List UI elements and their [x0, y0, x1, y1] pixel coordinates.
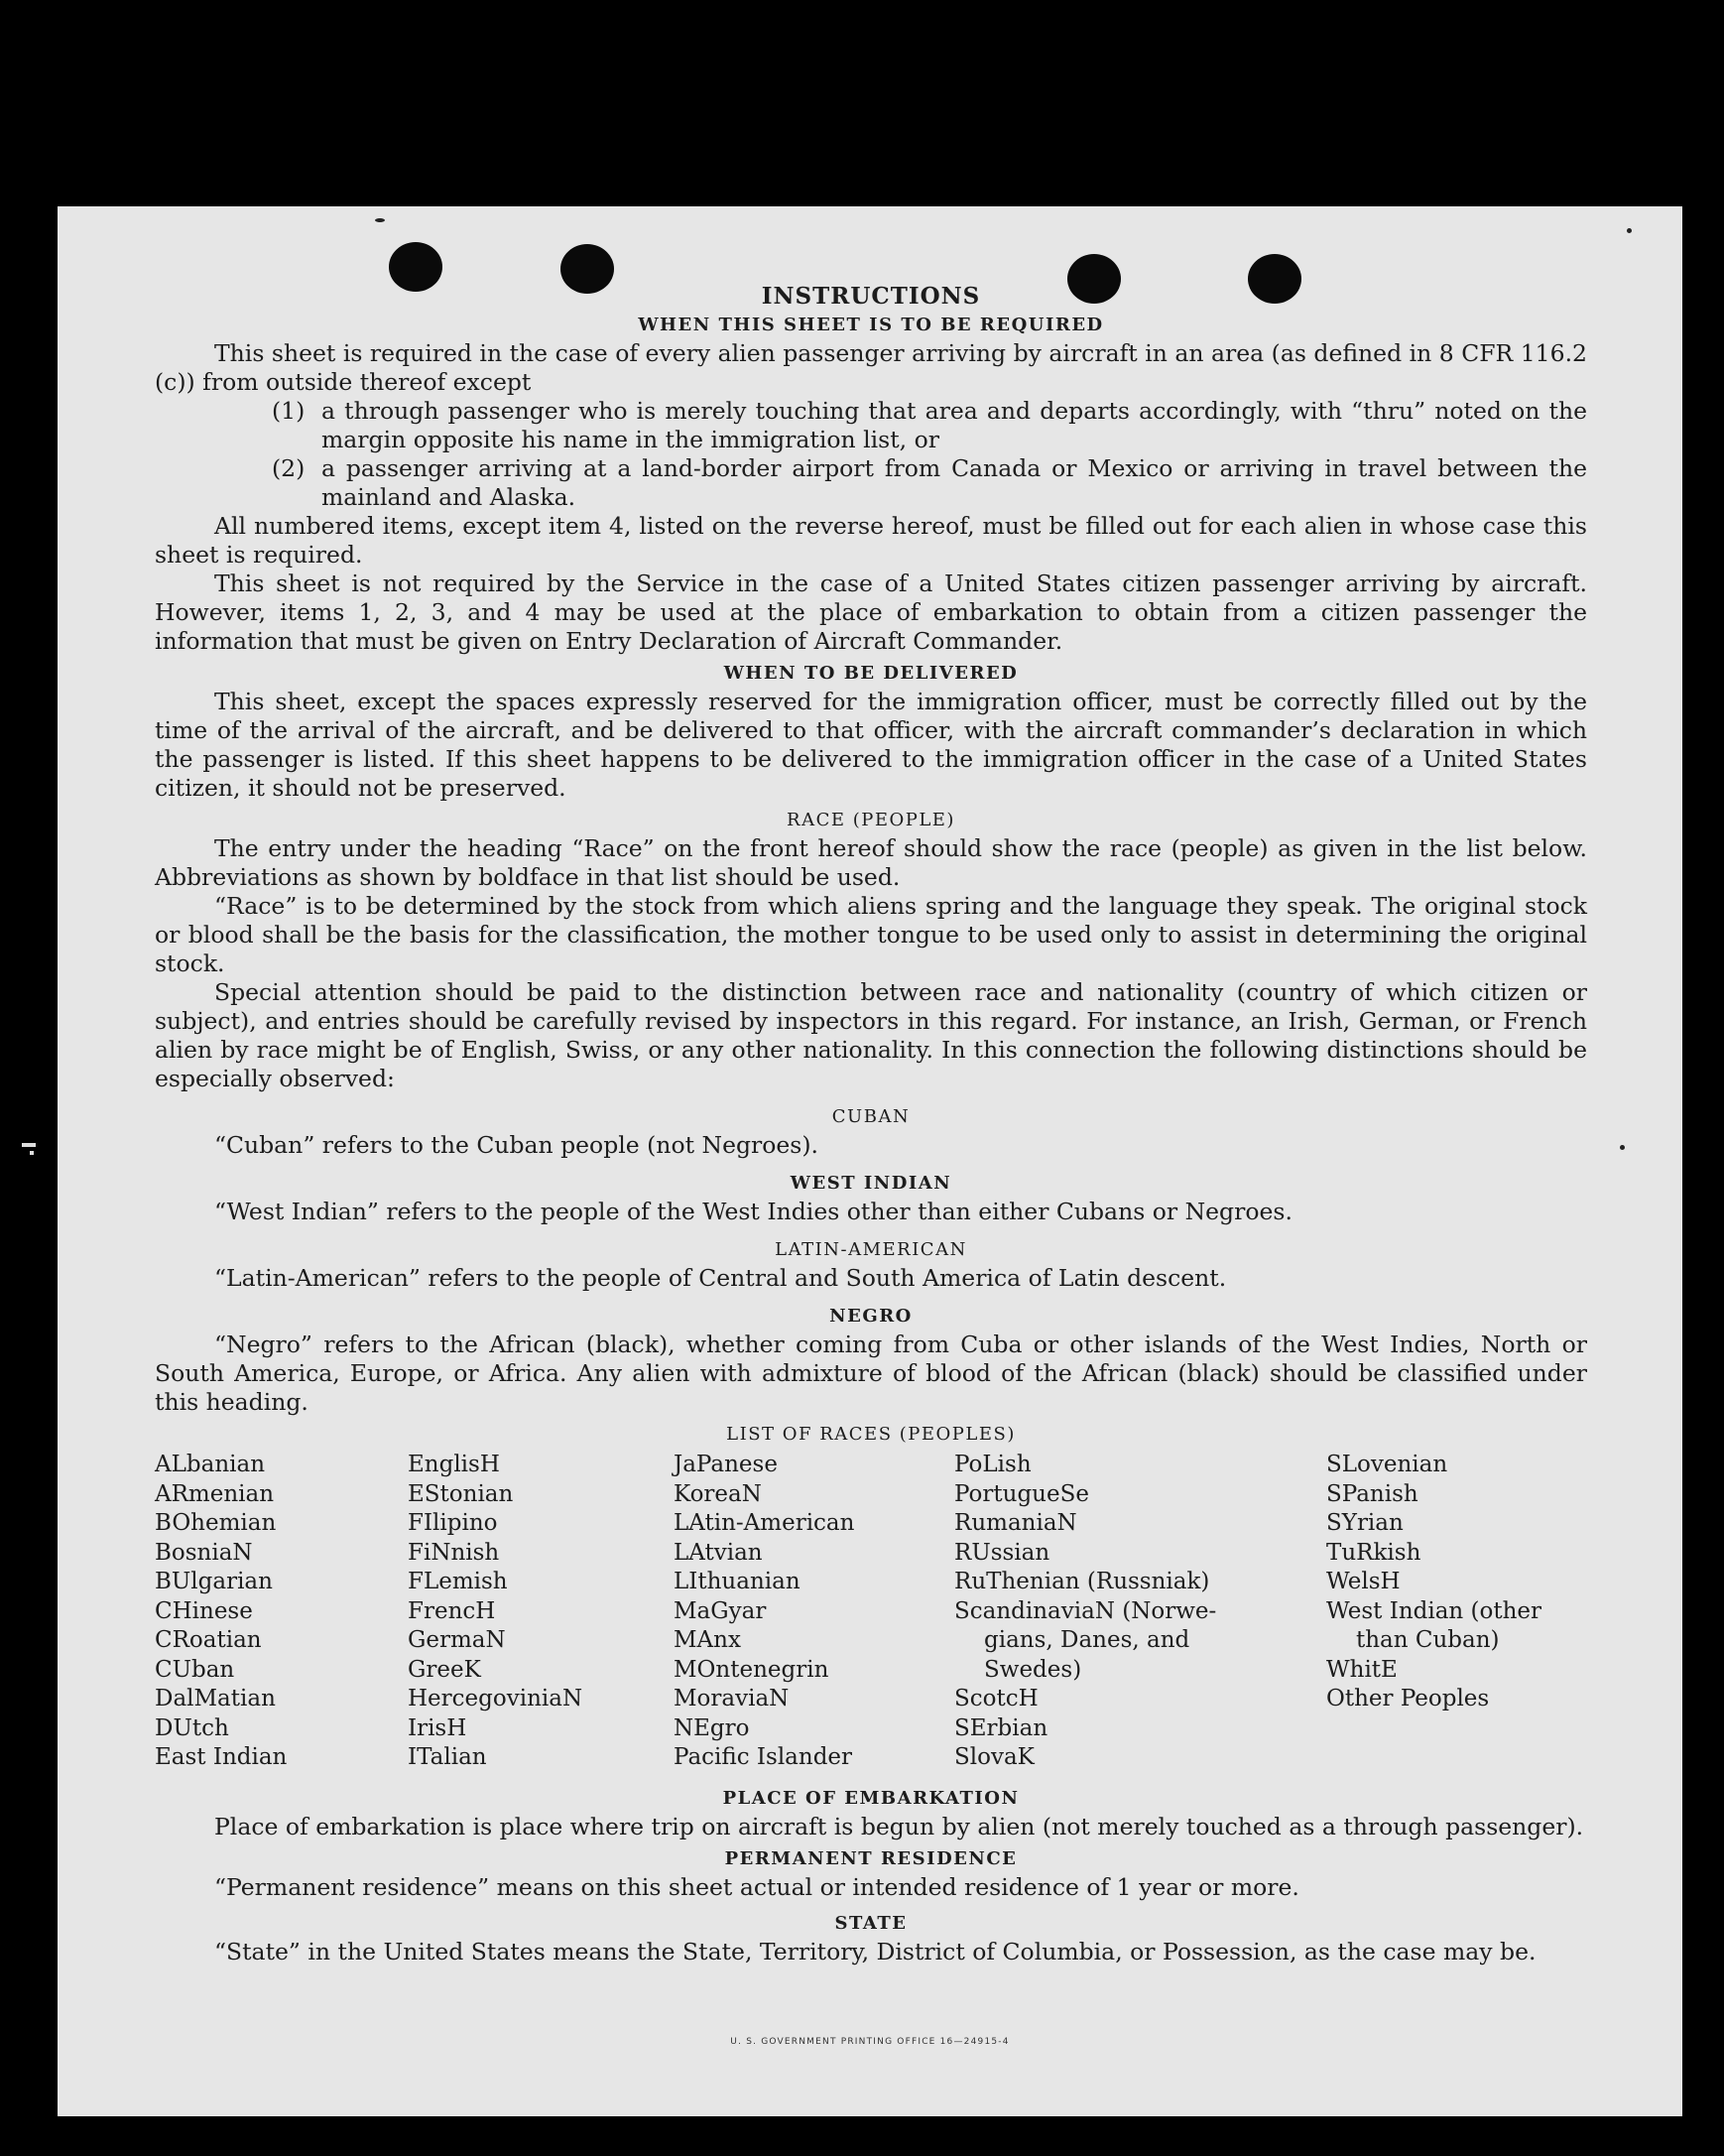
race-entry: IrisH: [408, 1714, 467, 1741]
race-entry: TuRkish: [1326, 1539, 1421, 1566]
race-entry: RumaniaN: [954, 1510, 1077, 1536]
race-entry: HercegoviniaN: [408, 1686, 583, 1712]
races-column-4: [954, 1451, 1326, 1773]
race-entry: KoreaN: [674, 1480, 762, 1507]
required-intro: This sheet is required in the case of every alien passenger arriving by aircraft in an area (as defined in 8 CFR 116.2 (c)) from outside thereof except: [155, 339, 1587, 396]
exception-item-1: [155, 397, 1587, 454]
race-entry: SYrian: [1326, 1510, 1404, 1536]
section-heading-state: STATE: [834, 1912, 908, 1934]
race-entry: SErbian: [954, 1714, 1048, 1741]
race-entry: GermaN: [408, 1627, 506, 1653]
item-text: a passenger arriving at a land-border airport from Canada or Mexico or arriving in travel between the mainland and Alaska.: [321, 454, 1587, 511]
printer-imprint: U. S. GOVERNMENT PRINTING OFFICE 16—24915-4: [730, 2037, 1010, 2047]
race-entry: WhitE: [1326, 1656, 1398, 1683]
race-entry: FrencH: [408, 1597, 496, 1624]
item-number: (2): [272, 454, 306, 482]
race-entry: SLovenian: [1326, 1452, 1448, 1477]
race-entry: PortugueSe: [954, 1480, 1089, 1507]
instructions-body: [155, 282, 1587, 1966]
races-column-2: [408, 1451, 674, 1773]
race-entry: East Indian: [155, 1744, 288, 1770]
race-entry: West Indian (other: [1326, 1597, 1542, 1624]
race-paragraph-1: The entry under the heading “Race” on the front hereof should show the race (people) as given in the list below. Abbreviations as shown by boldface in that list should be used.: [155, 834, 1587, 891]
citizen-paragraph: This sheet is not required by the Service in the case of a United States citizen passenger arriving by aircraft. However, items 1, 2, 3, and 4 may be used at the place of embarkation to obtain from a citizen passenger the information that must be given on Entry Declaration of Aircraft Commander.: [155, 570, 1587, 655]
race-entry: DUtch: [155, 1714, 229, 1741]
race-entry: FiNnish: [408, 1539, 500, 1566]
race-entry: than Cuban): [1356, 1627, 1500, 1653]
race-entry: MAnx: [674, 1627, 741, 1653]
cuban-paragraph: “Cuban” refers to the Cuban people (not Negroes).: [214, 1131, 819, 1159]
race-entry: BOhemian: [155, 1510, 277, 1536]
section-heading-latin-american: LATIN-AMERICAN: [775, 1239, 967, 1260]
item-number: (1): [272, 397, 306, 425]
document-sheet: [58, 206, 1682, 2116]
section-heading-cuban: CUBAN: [831, 1106, 911, 1127]
races-column-5: [1326, 1451, 1587, 1773]
section-heading-residence: PERMANENT RESIDENCE: [724, 1847, 1018, 1869]
race-entry: BUlgarian: [155, 1569, 273, 1594]
section-heading-negro: NEGRO: [829, 1306, 913, 1327]
item-text: a through passenger who is merely touching that area and departs accordingly, with “thru” noted on the margin opposite his name in the immigration list, or: [321, 397, 1587, 453]
section-heading-embarkation: PLACE OF EMBARKATION: [722, 1787, 1020, 1809]
state-paragraph: “State” in the United States means the State, Territory, District of Columbia, or Possession, as the case may be.: [214, 1937, 1537, 1966]
race-entry: EStonian: [408, 1480, 514, 1507]
scan-mark: [30, 1151, 34, 1155]
section-heading-required: WHEN THIS SHEET IS TO BE REQUIRED: [638, 315, 1104, 335]
section-heading-delivered: WHEN TO BE DELIVERED: [723, 663, 1019, 684]
race-entry: SlovaK: [954, 1744, 1035, 1770]
exception-item-2: [155, 454, 1587, 512]
race-entry: LAtin-American: [674, 1510, 855, 1536]
race-entry: Swedes): [984, 1656, 1082, 1683]
scan-mark: [22, 1143, 36, 1147]
race-entry: JaPanese: [674, 1452, 778, 1477]
race-entry: MoraviaN: [674, 1686, 790, 1712]
race-entry: gians, Danes, and: [984, 1627, 1190, 1653]
race-entry: GreeK: [408, 1656, 481, 1683]
residence-paragraph: “Permanent residence” means on this sheet actual or intended residence of 1 year or more.: [214, 1872, 1299, 1901]
race-entry: SPanish: [1326, 1480, 1418, 1507]
race-entry: BosniaN: [155, 1539, 253, 1566]
race-entry: MaGyar: [674, 1597, 767, 1624]
page-title: INSTRUCTIONS: [761, 283, 981, 310]
races-column-1: [155, 1451, 408, 1773]
speck: [1627, 228, 1632, 233]
race-entry: RUssian: [954, 1539, 1050, 1566]
race-entry: FLemish: [408, 1569, 508, 1594]
race-paragraph-3: Special attention should be paid to the distinction between race and nationality (country of which citizen or subject), and entries should be carefully revised by inspectors in this regard. For instance, an Irish, German, or French alien by race might be of English, Swiss, or any other nationality. In this connection the following distinctions should be especially observed:: [155, 978, 1587, 1092]
race-paragraph-2: “Race” is to be determined by the stock from which aliens spring and the language they speak. The original stock or blood shall be the basis for the classification, the mother tongue to be used only to assist in determining the original stock.: [155, 892, 1587, 977]
race-entry: ARmenian: [155, 1480, 275, 1507]
race-entry: PoLish: [954, 1452, 1032, 1477]
embarkation-paragraph: Place of embarkation is place where trip on aircraft is begun by alien (not merely touched as a through passenger).: [214, 1812, 1584, 1840]
race-entry: LIthuanian: [674, 1569, 800, 1594]
race-entry: ScotcH: [954, 1686, 1039, 1712]
west-indian-paragraph: “West Indian” refers to the people of the West Indies other than either Cubans or Negroes.: [214, 1198, 1293, 1225]
speck: [1620, 1145, 1625, 1150]
race-entry: Pacific Islander: [674, 1744, 853, 1770]
race-entry: CHinese: [155, 1597, 253, 1624]
race-entry: WelsH: [1326, 1569, 1401, 1594]
race-entry: ITalian: [408, 1744, 487, 1770]
section-heading-race: RACE (PEOPLE): [787, 810, 955, 830]
latin-american-paragraph: “Latin-American” refers to the people of Central and South America of Latin descent.: [214, 1264, 1227, 1292]
race-entry: CRoatian: [155, 1627, 262, 1653]
race-entry: LAtvian: [674, 1539, 763, 1566]
race-entry: EnglisH: [408, 1452, 500, 1477]
race-entry: NEgro: [674, 1714, 750, 1741]
race-entry: ScandinaviaN (Norwe-: [954, 1597, 1217, 1624]
race-entry: CUban: [155, 1656, 235, 1683]
races-column-3: [674, 1451, 954, 1773]
races-list: [155, 1451, 1587, 1773]
race-entry: MOntenegrin: [674, 1656, 829, 1683]
race-entry: Other Peoples: [1326, 1686, 1490, 1712]
negro-paragraph: “Negro” refers to the African (black), whether coming from Cuba or other islands of the West Indies, North or South America, Europe, or Africa. Any alien with admixture of blood of the African (black) should be classified under this heading.: [155, 1331, 1587, 1416]
numbered-items-paragraph: All numbered items, except item 4, listed on the reverse hereof, must be filled out for each alien in whose case this sheet is required.: [155, 512, 1587, 569]
section-heading-west-indian: WEST INDIAN: [790, 1173, 952, 1194]
race-entry: RuThenian (Russniak): [954, 1569, 1210, 1594]
section-heading-races-list: LIST OF RACES (PEOPLES): [726, 1424, 1016, 1445]
race-entry: ALbanian: [155, 1452, 266, 1477]
race-entry: FIlipino: [408, 1510, 498, 1536]
speck: [375, 218, 385, 222]
race-entry: DalMatian: [155, 1686, 276, 1712]
delivered-paragraph: This sheet, except the spaces expressly reserved for the immigration officer, must be correctly filled out by the time of the arrival of the aircraft, and be delivered to that officer, with the aircraft commander’s declaration in which the passenger is listed. If this sheet happens to be delivered to the immigration officer in the case of a United States citizen, it should not be preserved.: [155, 688, 1587, 802]
